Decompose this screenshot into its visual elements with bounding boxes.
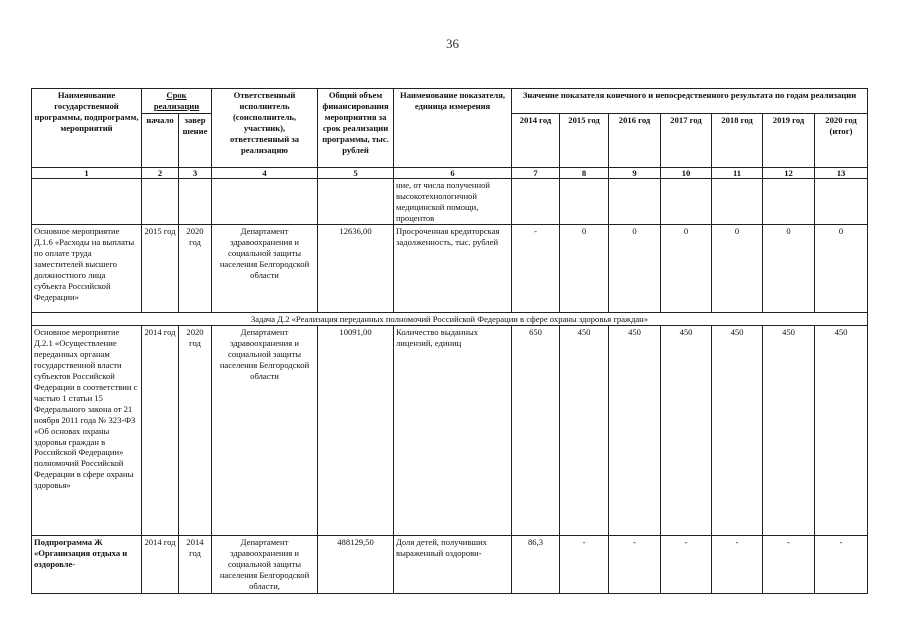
col-number: 7 (512, 167, 560, 178)
table-row (32, 225, 868, 313)
header-year-2017: 2017 год (661, 113, 712, 167)
header-name: Наименование государственной программы, подпрограмм, мероприятий (32, 89, 142, 168)
row-start: 2014 год (142, 536, 179, 594)
row-value: - (763, 536, 815, 594)
row-value (763, 178, 815, 225)
row-value: 450 (609, 326, 661, 536)
header-year-2016: 2016 год (609, 113, 661, 167)
row-start: 2014 год (142, 326, 179, 536)
row-value: 450 (763, 326, 815, 536)
row-value: 450 (560, 326, 609, 536)
header-row-1 (32, 89, 868, 114)
row-value: 650 (512, 326, 560, 536)
row-name: Подпрограмма Ж «Организация отдыха и оздоровле- (32, 536, 142, 594)
row-value (609, 178, 661, 225)
col-number: 2 (142, 167, 179, 178)
row-value: - (712, 536, 763, 594)
row-indicator: Количество выданных лицензий, единиц (394, 326, 512, 536)
row-value: - (661, 536, 712, 594)
header-year-2015: 2015 год (560, 113, 609, 167)
row-volume: 10091,00 (318, 326, 394, 536)
header-values: Значение показателя конечного и непосредственного результата по годам реализации (512, 89, 868, 114)
row-start: 2015 год (142, 225, 179, 313)
row-value: 0 (815, 225, 868, 313)
header-year-2020: 2020 год (итог) (815, 113, 868, 167)
task-title: Задача Д.2 «Реализация переданных полномочий Российской Федерации в сфере охраны здоровья граждан» (32, 313, 868, 326)
col-number: 8 (560, 167, 609, 178)
row-value: 0 (560, 225, 609, 313)
col-number: 10 (661, 167, 712, 178)
header-indicator: Наименование показателя, единица измерения (394, 89, 512, 168)
row-value: - (560, 536, 609, 594)
row-value: 0 (609, 225, 661, 313)
row-volume: 488129,50 (318, 536, 394, 594)
header-year-2014: 2014 год (512, 113, 560, 167)
header-year-2018: 2018 год (712, 113, 763, 167)
row-responsible: Департамент здравоохранения и социальной защиты населения Белгородской области (212, 225, 318, 313)
row-value (815, 178, 868, 225)
col-number: 11 (712, 167, 763, 178)
row-value: - (815, 536, 868, 594)
column-number-row (32, 167, 868, 178)
row-value (560, 178, 609, 225)
col-number: 12 (763, 167, 815, 178)
row-volume (318, 178, 394, 225)
row-value: 450 (815, 326, 868, 536)
page-number: 36 (446, 36, 459, 51)
col-number: 4 (212, 167, 318, 178)
row-value: 450 (661, 326, 712, 536)
row-start (142, 178, 179, 225)
row-value: 0 (763, 225, 815, 313)
row-name: Основное мероприятие Д.2.1 «Осуществление переданных органам государственной власти субъектов Российской Федерации в соответствии с частью 1 статьи 15 Федерального закона от 21 ноября 2011 года № 323-ФЗ «Об основах охраны здоровья граждан в Российской Федерации» полномочий Российской Федерации в сфере охраны здоровья» (32, 326, 142, 536)
table-row (32, 326, 868, 536)
row-indicator: Доля детей, получивших выраженный оздорови- (394, 536, 512, 594)
header-responsible: Ответственный исполнитель (соисполнитель, участник), ответственный за реализацию (212, 89, 318, 168)
table-row (32, 178, 868, 225)
header-year-2019: 2019 год (763, 113, 815, 167)
header-period: Срок реализации (142, 89, 212, 114)
row-end: 2020 год (179, 326, 212, 536)
program-table (31, 88, 868, 594)
row-value: - (512, 225, 560, 313)
row-indicator: Просроченная кредиторская задолженность, тыс. рублей (394, 225, 512, 313)
col-number: 13 (815, 167, 868, 178)
row-value: 0 (661, 225, 712, 313)
row-value: 0 (712, 225, 763, 313)
row-value (512, 178, 560, 225)
row-value: - (609, 536, 661, 594)
row-value (712, 178, 763, 225)
row-name (32, 178, 142, 225)
row-value: 450 (712, 326, 763, 536)
row-responsible (212, 178, 318, 225)
row-end (179, 178, 212, 225)
col-number: 9 (609, 167, 661, 178)
row-end: 2014 год (179, 536, 212, 594)
row-responsible: Департамент здравоохранения и социальной защиты населения Белгородской области, (212, 536, 318, 594)
col-number: 5 (318, 167, 394, 178)
row-value (661, 178, 712, 225)
row-responsible: Департамент здравоохранения и социальной защиты населения Белгородской области (212, 326, 318, 536)
col-number: 1 (32, 167, 142, 178)
header-end: завершение (179, 113, 212, 167)
task-row (32, 313, 868, 326)
table-row (32, 536, 868, 594)
header-volume: Общий объем финансирования мероприятия за срок реализации программы, тыс. рублей (318, 89, 394, 168)
row-value: 86,3 (512, 536, 560, 594)
row-indicator: ние, от числа полученной высокотехнологичной медицинской помощи, процентов (394, 178, 512, 225)
row-name: Основное мероприятие Д.1.6 «Расходы на выплаты по оплате труда заместителей высшего должностного лица субъекта Российской Федерации» (32, 225, 142, 313)
col-number: 3 (179, 167, 212, 178)
header-start: начало (142, 113, 179, 167)
row-volume: 12636,00 (318, 225, 394, 313)
row-end: 2020 год (179, 225, 212, 313)
col-number: 6 (394, 167, 512, 178)
